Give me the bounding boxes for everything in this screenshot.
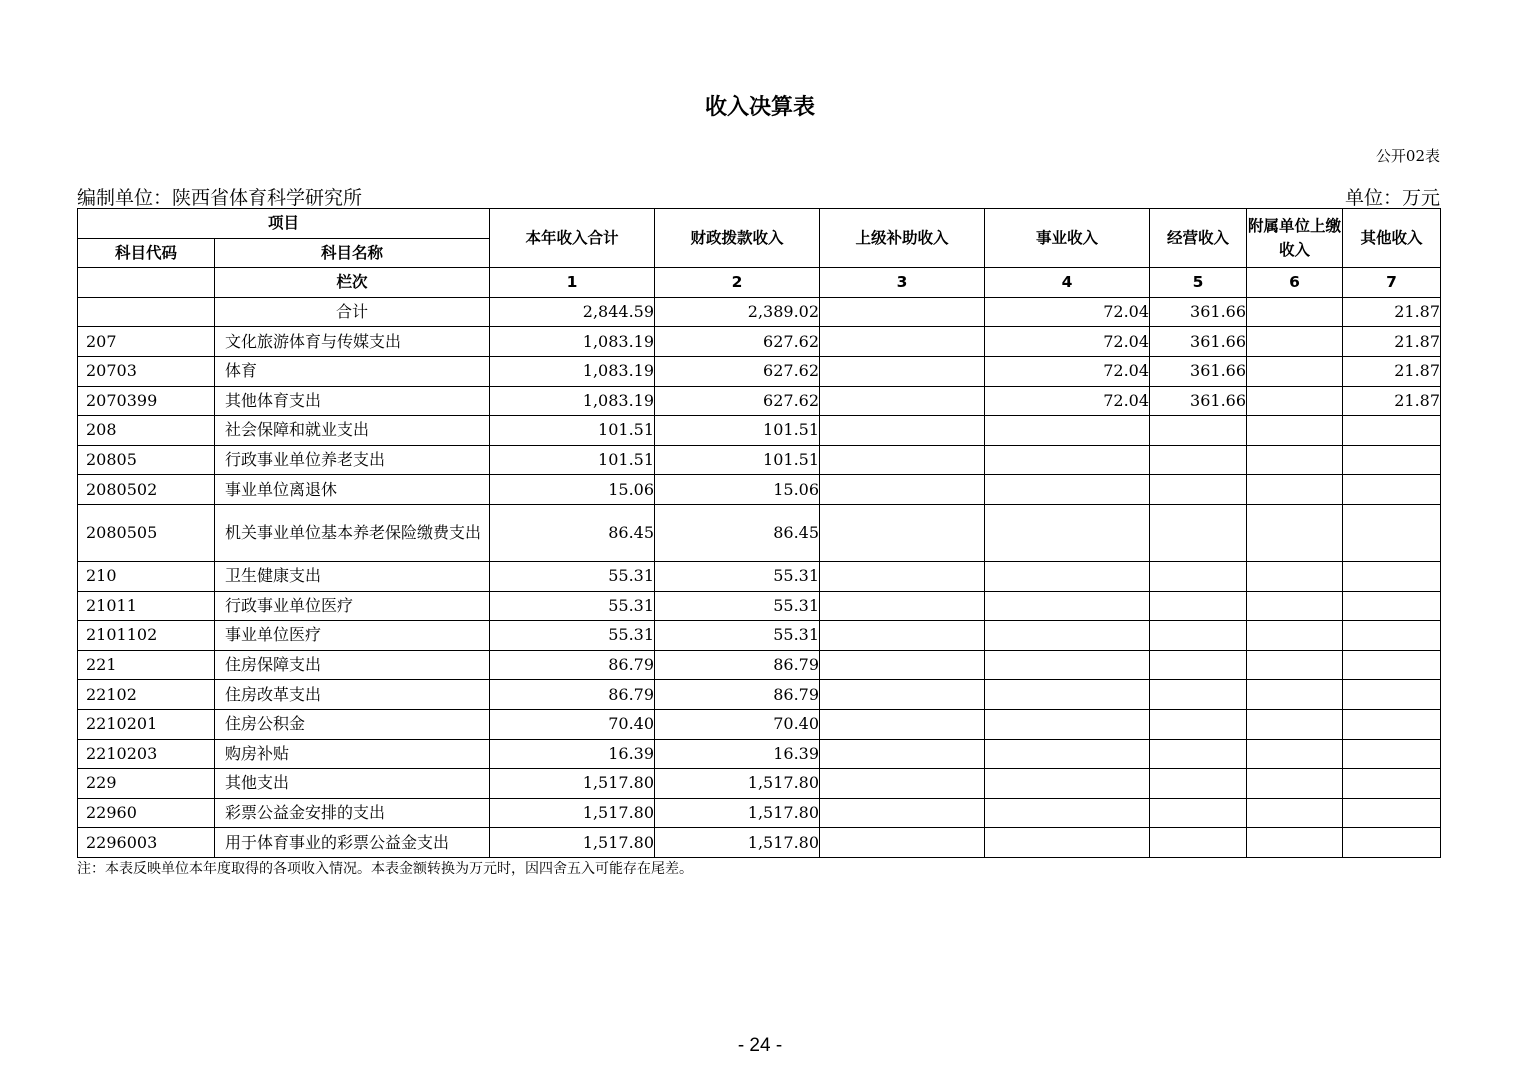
value-col-3: [820, 504, 985, 561]
value-col-3: [820, 621, 985, 651]
value-col-1: 1,083.19: [490, 386, 655, 416]
value-col-2: 70.40: [655, 709, 820, 739]
value-col-7: 21.87: [1343, 327, 1441, 357]
table-row: [78, 798, 1441, 828]
value-col-7: [1343, 769, 1441, 799]
subject-name: 事业单位医疗: [215, 621, 490, 651]
value-col-5: [1150, 504, 1247, 561]
col-number-2: 2: [655, 268, 820, 298]
table-row: [78, 445, 1441, 475]
value-col-2: 55.31: [655, 591, 820, 621]
value-col-5: [1150, 561, 1247, 591]
subject-code: 2080505: [78, 504, 215, 561]
header-col-4: 事业收入: [985, 209, 1150, 268]
value-col-1: 1,517.80: [490, 769, 655, 799]
value-col-7: [1343, 650, 1441, 680]
value-col-7: [1343, 445, 1441, 475]
subject-code: 22960: [78, 798, 215, 828]
value-col-4: [985, 769, 1150, 799]
header-col-1: 本年收入合计: [490, 209, 655, 268]
value-col-7: [1343, 504, 1441, 561]
value-col-4: [985, 561, 1150, 591]
table-row: [78, 356, 1441, 386]
subject-code: [78, 297, 215, 327]
header-row-numbers: [78, 268, 1441, 298]
value-col-2: 16.39: [655, 739, 820, 769]
value-col-5: [1150, 591, 1247, 621]
subject-name: 其他支出: [215, 769, 490, 799]
value-col-5: [1150, 416, 1247, 446]
value-col-2: 15.06: [655, 475, 820, 505]
value-col-6: [1247, 621, 1343, 651]
value-col-2: 627.62: [655, 356, 820, 386]
subject-code: 2296003: [78, 828, 215, 858]
value-col-1: 1,517.80: [490, 798, 655, 828]
value-col-1: 15.06: [490, 475, 655, 505]
value-col-2: 55.31: [655, 621, 820, 651]
value-col-4: 72.04: [985, 356, 1150, 386]
value-col-1: 86.79: [490, 650, 655, 680]
table-row: [78, 297, 1441, 327]
table-row: [78, 828, 1441, 858]
value-col-3: [820, 739, 985, 769]
value-col-3: [820, 297, 985, 327]
header-blank: [78, 268, 215, 298]
value-col-7: [1343, 475, 1441, 505]
value-col-4: 72.04: [985, 386, 1150, 416]
page-number: - 24 -: [737, 1035, 783, 1056]
table-row: [78, 709, 1441, 739]
value-col-6: [1247, 356, 1343, 386]
subject-code: 207: [78, 327, 215, 357]
value-col-7: [1343, 680, 1441, 710]
value-col-3: [820, 445, 985, 475]
value-col-2: 86.79: [655, 650, 820, 680]
subject-name: 事业单位离退休: [215, 475, 490, 505]
value-col-7: [1343, 416, 1441, 446]
header-code: 科目代码: [78, 238, 215, 268]
value-col-4: [985, 504, 1150, 561]
col-number-7: 7: [1343, 268, 1441, 298]
value-col-6: [1247, 561, 1343, 591]
value-col-6: [1247, 798, 1343, 828]
value-col-5: 361.66: [1150, 356, 1247, 386]
table-row: [78, 621, 1441, 651]
value-col-6: [1247, 416, 1343, 446]
table-row: [78, 680, 1441, 710]
value-col-7: [1343, 621, 1441, 651]
subject-code: 229: [78, 769, 215, 799]
table-row: [78, 591, 1441, 621]
value-col-1: 2,844.59: [490, 297, 655, 327]
form-code: 公开02表: [1375, 147, 1440, 165]
col-number-1: 1: [490, 268, 655, 298]
income-table: [77, 208, 1441, 858]
value-col-3: [820, 650, 985, 680]
value-col-7: [1343, 798, 1441, 828]
value-col-7: [1343, 591, 1441, 621]
value-col-1: 55.31: [490, 591, 655, 621]
subject-name: 住房公积金: [215, 709, 490, 739]
value-col-4: [985, 739, 1150, 769]
value-col-7: [1343, 709, 1441, 739]
value-col-6: [1247, 769, 1343, 799]
subject-code: 22102: [78, 680, 215, 710]
value-col-6: [1247, 386, 1343, 416]
value-col-3: [820, 327, 985, 357]
subject-code: 2080502: [78, 475, 215, 505]
value-col-3: [820, 680, 985, 710]
subject-name: 体育: [215, 356, 490, 386]
value-col-6: [1247, 445, 1343, 475]
subject-code: 2210203: [78, 739, 215, 769]
table-row: [78, 416, 1441, 446]
footnote: 注：本表反映单位本年度取得的各项收入情况。本表金额转换为万元时，因四舍五入可能存在尾差。: [77, 861, 693, 877]
header-name: 科目名称: [215, 238, 490, 268]
value-col-2: 2,389.02: [655, 297, 820, 327]
col-number-5: 5: [1150, 268, 1247, 298]
value-col-2: 627.62: [655, 327, 820, 357]
value-col-4: [985, 591, 1150, 621]
table-row: [78, 739, 1441, 769]
value-col-3: [820, 591, 985, 621]
value-col-2: 86.79: [655, 680, 820, 710]
value-col-3: [820, 561, 985, 591]
value-col-6: [1247, 327, 1343, 357]
value-col-1: 86.79: [490, 680, 655, 710]
subject-code: 20805: [78, 445, 215, 475]
value-col-4: 72.04: [985, 327, 1150, 357]
value-col-1: 55.31: [490, 621, 655, 651]
value-col-5: 361.66: [1150, 297, 1247, 327]
value-col-4: [985, 475, 1150, 505]
table-row: [78, 650, 1441, 680]
value-col-1: 1,517.80: [490, 828, 655, 858]
header-col-5: 经营收入: [1150, 209, 1247, 268]
value-col-3: [820, 828, 985, 858]
value-col-1: 55.31: [490, 561, 655, 591]
value-col-5: [1150, 475, 1247, 505]
value-col-6: [1247, 650, 1343, 680]
value-col-6: [1247, 680, 1343, 710]
col-number-3: 3: [820, 268, 985, 298]
value-col-7: 21.87: [1343, 356, 1441, 386]
table-row: [78, 561, 1441, 591]
value-col-1: 101.51: [490, 416, 655, 446]
value-col-3: [820, 356, 985, 386]
table-row: [78, 504, 1441, 561]
value-col-5: [1150, 621, 1247, 651]
header-col-2: 财政拨款收入: [655, 209, 820, 268]
value-col-3: [820, 769, 985, 799]
header-col-6: 附属单位上缴收入: [1247, 209, 1343, 268]
value-col-4: [985, 798, 1150, 828]
value-col-5: [1150, 680, 1247, 710]
value-col-6: [1247, 504, 1343, 561]
value-col-6: [1247, 709, 1343, 739]
value-col-5: [1150, 769, 1247, 799]
subject-name: 住房改革支出: [215, 680, 490, 710]
value-col-1: 1,083.19: [490, 356, 655, 386]
subject-name: 购房补贴: [215, 739, 490, 769]
value-col-4: [985, 621, 1150, 651]
value-col-4: [985, 416, 1150, 446]
value-col-5: [1150, 445, 1247, 475]
subject-name: 用于体育事业的彩票公益金支出: [215, 828, 490, 858]
subject-code: 21011: [78, 591, 215, 621]
subject-name: 彩票公益金安排的支出: [215, 798, 490, 828]
value-col-3: [820, 798, 985, 828]
value-col-2: 627.62: [655, 386, 820, 416]
value-col-6: [1247, 828, 1343, 858]
value-col-4: [985, 650, 1150, 680]
subject-code: 20703: [78, 356, 215, 386]
value-col-7: 21.87: [1343, 386, 1441, 416]
org-label: 编制单位：陕西省体育科学研究所: [77, 187, 363, 209]
value-col-3: [820, 475, 985, 505]
value-col-4: [985, 828, 1150, 858]
header-col-3: 上级补助收入: [820, 209, 985, 268]
value-col-1: 101.51: [490, 445, 655, 475]
value-col-7: 21.87: [1343, 297, 1441, 327]
table-row: [78, 475, 1441, 505]
value-col-6: [1247, 591, 1343, 621]
subject-code: 221: [78, 650, 215, 680]
value-col-2: 1,517.80: [655, 798, 820, 828]
value-col-6: [1247, 297, 1343, 327]
subject-code: 2210201: [78, 709, 215, 739]
unit-label: 单位：万元: [1344, 187, 1440, 209]
value-col-4: 72.04: [985, 297, 1150, 327]
subject-code: 210: [78, 561, 215, 591]
value-col-5: [1150, 739, 1247, 769]
value-col-5: 361.66: [1150, 386, 1247, 416]
value-col-5: [1150, 798, 1247, 828]
value-col-6: [1247, 475, 1343, 505]
page-title: 收入决算表: [704, 95, 815, 120]
value-col-2: 1,517.80: [655, 769, 820, 799]
value-col-6: [1247, 739, 1343, 769]
table-row: [78, 769, 1441, 799]
table-row: [78, 327, 1441, 357]
header-item: 项目: [78, 209, 490, 239]
value-col-2: 101.51: [655, 445, 820, 475]
value-col-7: [1343, 561, 1441, 591]
value-col-3: [820, 709, 985, 739]
value-col-2: 55.31: [655, 561, 820, 591]
subject-name: 行政事业单位养老支出: [215, 445, 490, 475]
value-col-5: [1150, 709, 1247, 739]
value-col-5: [1150, 828, 1247, 858]
subject-name: 合计: [215, 297, 490, 327]
subject-name: 社会保障和就业支出: [215, 416, 490, 446]
subject-name: 住房保障支出: [215, 650, 490, 680]
subject-code: 2070399: [78, 386, 215, 416]
subject-name: 行政事业单位医疗: [215, 591, 490, 621]
col-number-6: 6: [1247, 268, 1343, 298]
subject-name: 其他体育支出: [215, 386, 490, 416]
value-col-1: 1,083.19: [490, 327, 655, 357]
header-row-1: [78, 209, 1441, 239]
value-col-3: [820, 416, 985, 446]
value-col-2: 1,517.80: [655, 828, 820, 858]
subject-name: 文化旅游体育与传媒支出: [215, 327, 490, 357]
value-col-4: [985, 445, 1150, 475]
value-col-4: [985, 709, 1150, 739]
subject-name: 机关事业单位基本养老保险缴费支出: [215, 504, 490, 561]
header-col-7: 其他收入: [1343, 209, 1441, 268]
value-col-2: 101.51: [655, 416, 820, 446]
subject-code: 2101102: [78, 621, 215, 651]
value-col-7: [1343, 739, 1441, 769]
value-col-1: 70.40: [490, 709, 655, 739]
subject-name: 卫生健康支出: [215, 561, 490, 591]
value-col-1: 86.45: [490, 504, 655, 561]
value-col-7: [1343, 828, 1441, 858]
value-col-1: 16.39: [490, 739, 655, 769]
col-number-4: 4: [985, 268, 1150, 298]
value-col-2: 86.45: [655, 504, 820, 561]
value-col-3: [820, 386, 985, 416]
subject-code: 208: [78, 416, 215, 446]
value-col-4: [985, 680, 1150, 710]
header-row-label: 栏次: [215, 268, 490, 298]
value-col-5: [1150, 650, 1247, 680]
table-row: [78, 386, 1441, 416]
value-col-5: 361.66: [1150, 327, 1247, 357]
